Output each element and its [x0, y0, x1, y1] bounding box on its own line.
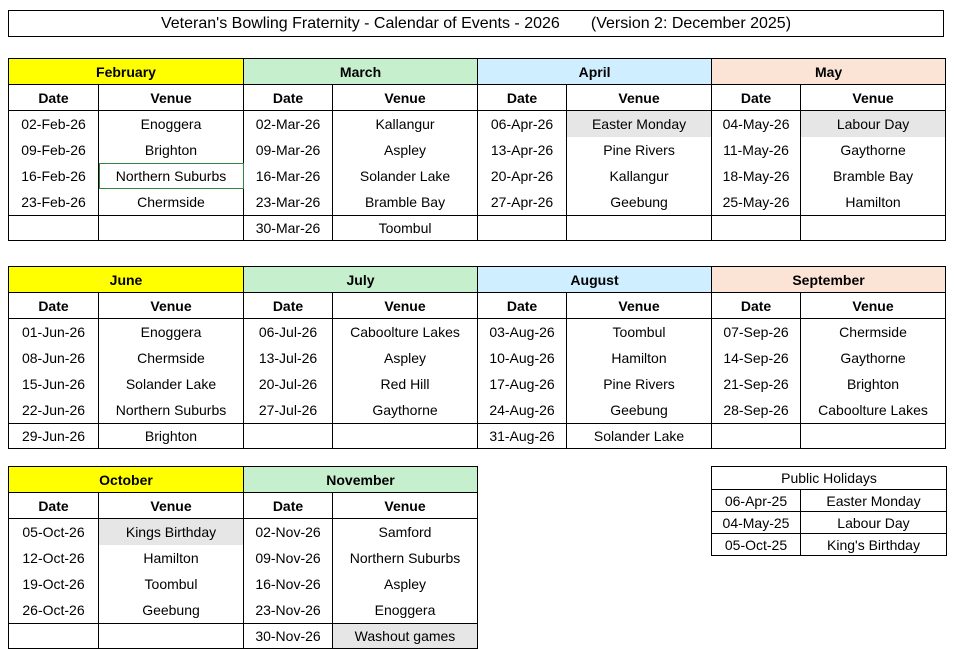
event-date[interactable]: 16-Nov-26: [244, 571, 333, 597]
event-venue[interactable]: [567, 216, 712, 241]
event-date[interactable]: 02-Nov-26: [244, 519, 333, 546]
event-date[interactable]: [244, 424, 333, 449]
month-header-april: April: [478, 59, 712, 85]
event-date[interactable]: 30-Nov-26: [244, 624, 333, 649]
event-venue[interactable]: Caboolture Lakes: [801, 397, 946, 424]
event-venue[interactable]: Geebung: [567, 397, 712, 424]
month-header-february: February: [9, 59, 244, 85]
holiday-name: Labour Day: [801, 512, 947, 534]
event-venue[interactable]: [99, 216, 244, 241]
table-row: [9, 597, 478, 624]
event-date[interactable]: 13-Jul-26: [244, 345, 333, 371]
venue-column-header: Venue: [567, 85, 712, 111]
holiday-date: 05-Oct-25: [712, 534, 801, 556]
event-date[interactable]: 02-Feb-26: [9, 111, 99, 138]
event-venue[interactable]: [333, 424, 478, 449]
event-date[interactable]: [9, 216, 99, 241]
event-date[interactable]: 22-Jun-26: [9, 397, 99, 424]
table-row: [9, 624, 478, 649]
event-venue[interactable]: Northern Suburbs: [333, 545, 478, 571]
table-row: [9, 111, 946, 138]
event-date[interactable]: 29-Jun-26: [9, 424, 99, 449]
event-venue[interactable]: Kings Birthday: [99, 519, 244, 546]
table-row: [9, 571, 478, 597]
calendar-block-jun-sep: [8, 266, 946, 449]
event-date[interactable]: [478, 216, 567, 241]
page-title: Veteran's Bowling Fraternity - Calendar of Events - 2026 (Version 2: December 2025): [8, 10, 944, 37]
event-date[interactable]: 08-Jun-26: [9, 345, 99, 371]
event-date[interactable]: 25-May-26: [712, 189, 801, 216]
event-venue[interactable]: Aspley: [333, 345, 478, 371]
month-header-june: June: [9, 267, 244, 293]
month-header-september: September: [712, 267, 946, 293]
event-date[interactable]: 09-Nov-26: [244, 545, 333, 571]
date-column-header: Date: [244, 293, 333, 319]
venue-column-header: Venue: [333, 493, 478, 519]
event-venue[interactable]: Northern Suburbs: [99, 163, 244, 189]
event-date[interactable]: 13-Apr-26: [478, 137, 567, 163]
month-header-november: November: [244, 467, 478, 493]
event-date[interactable]: 30-Mar-26: [244, 216, 333, 241]
event-venue[interactable]: Brighton: [99, 137, 244, 163]
event-date[interactable]: 06-Apr-26: [478, 111, 567, 138]
event-date[interactable]: 16-Feb-26: [9, 163, 99, 189]
event-venue[interactable]: Easter Monday: [567, 111, 712, 138]
table-row: [9, 545, 478, 571]
event-venue[interactable]: [99, 624, 244, 649]
month-header-may: May: [712, 59, 946, 85]
event-date[interactable]: 16-Mar-26: [244, 163, 333, 189]
event-venue[interactable]: Gaythorne: [333, 397, 478, 424]
month-header-october: October: [9, 467, 244, 493]
date-column-header: Date: [712, 85, 801, 111]
event-venue[interactable]: Chermside: [99, 189, 244, 216]
event-date[interactable]: 21-Sep-26: [712, 371, 801, 397]
event-venue[interactable]: Gaythorne: [801, 137, 946, 163]
calendar-block-feb-may: [8, 58, 946, 241]
venue-column-header: Venue: [99, 293, 244, 319]
event-venue[interactable]: Geebung: [567, 189, 712, 216]
event-date[interactable]: [9, 624, 99, 649]
table-row: [9, 216, 946, 241]
event-date[interactable]: 20-Apr-26: [478, 163, 567, 189]
event-date[interactable]: 07-Sep-26: [712, 319, 801, 346]
event-date[interactable]: 20-Jul-26: [244, 371, 333, 397]
table-row: [9, 519, 478, 546]
month-header-july: July: [244, 267, 478, 293]
event-date[interactable]: 26-Oct-26: [9, 597, 99, 624]
event-venue[interactable]: [801, 216, 946, 241]
event-venue[interactable]: Red Hill: [333, 371, 478, 397]
event-venue[interactable]: Enoggera: [99, 111, 244, 138]
event-date[interactable]: 27-Apr-26: [478, 189, 567, 216]
event-venue[interactable]: Enoggera: [99, 319, 244, 346]
event-date[interactable]: 28-Sep-26: [712, 397, 801, 424]
holiday-name: King's Birthday: [801, 534, 947, 556]
event-venue[interactable]: Bramble Bay: [333, 189, 478, 216]
event-venue[interactable]: Kallangur: [567, 163, 712, 189]
event-venue[interactable]: Chermside: [99, 345, 244, 371]
event-date[interactable]: 23-Mar-26: [244, 189, 333, 216]
date-column-header: Date: [9, 493, 99, 519]
event-date[interactable]: 09-Mar-26: [244, 137, 333, 163]
event-date[interactable]: [712, 424, 801, 449]
table-row: [9, 137, 946, 163]
date-column-header: Date: [9, 85, 99, 111]
event-date[interactable]: 06-Jul-26: [244, 319, 333, 346]
event-venue[interactable]: Toombul: [333, 216, 478, 241]
event-venue[interactable]: Hamilton: [567, 345, 712, 371]
event-venue[interactable]: Hamilton: [801, 189, 946, 216]
table-row: [9, 189, 946, 216]
calendar-block-oct-nov: [8, 466, 478, 649]
table-row: [9, 345, 946, 371]
event-date[interactable]: 04-May-26: [712, 111, 801, 138]
event-venue[interactable]: Geebung: [99, 597, 244, 624]
event-date[interactable]: 03-Aug-26: [478, 319, 567, 346]
venue-column-header: Venue: [801, 293, 946, 319]
date-column-header: Date: [244, 85, 333, 111]
table-row: [9, 371, 946, 397]
event-venue[interactable]: Northern Suburbs: [99, 397, 244, 424]
event-date[interactable]: 11-May-26: [712, 137, 801, 163]
event-date[interactable]: 01-Jun-26: [9, 319, 99, 346]
event-date[interactable]: 02-Mar-26: [244, 111, 333, 138]
event-venue[interactable]: [801, 424, 946, 449]
event-date[interactable]: 17-Aug-26: [478, 371, 567, 397]
public-holidays-table: [711, 466, 947, 556]
event-venue[interactable]: Aspley: [333, 571, 478, 597]
event-venue[interactable]: Enoggera: [333, 597, 478, 624]
event-venue[interactable]: Aspley: [333, 137, 478, 163]
event-venue[interactable]: Solander Lake: [99, 371, 244, 397]
event-date[interactable]: 09-Feb-26: [9, 137, 99, 163]
event-venue[interactable]: Caboolture Lakes: [333, 319, 478, 346]
event-date[interactable]: 19-Oct-26: [9, 571, 99, 597]
event-venue[interactable]: Pine Rivers: [567, 137, 712, 163]
venue-column-header: Venue: [801, 85, 946, 111]
venue-column-header: Venue: [333, 293, 478, 319]
event-date[interactable]: 05-Oct-26: [9, 519, 99, 546]
event-date[interactable]: 12-Oct-26: [9, 545, 99, 571]
event-venue[interactable]: Labour Day: [801, 111, 946, 138]
event-venue[interactable]: Pine Rivers: [567, 371, 712, 397]
event-venue[interactable]: Toombul: [567, 319, 712, 346]
month-header-august: August: [478, 267, 712, 293]
table-row: [9, 397, 946, 424]
date-column-header: Date: [478, 85, 567, 111]
month-header-march: March: [244, 59, 478, 85]
event-venue[interactable]: Solander Lake: [333, 163, 478, 189]
table-row: [9, 319, 946, 346]
event-date[interactable]: [712, 216, 801, 241]
holiday-date: 04-May-25: [712, 512, 801, 534]
public-holidays-title: Public Holidays: [712, 467, 947, 490]
event-venue[interactable]: Gaythorne: [801, 345, 946, 371]
venue-column-header: Venue: [333, 85, 478, 111]
event-venue[interactable]: Toombul: [99, 571, 244, 597]
date-column-header: Date: [244, 493, 333, 519]
event-date[interactable]: 24-Aug-26: [478, 397, 567, 424]
event-date[interactable]: 14-Sep-26: [712, 345, 801, 371]
event-venue[interactable]: Samford: [333, 519, 478, 546]
event-date[interactable]: 18-May-26: [712, 163, 801, 189]
venue-column-header: Venue: [567, 293, 712, 319]
event-venue[interactable]: Solander Lake: [567, 424, 712, 449]
table-row: [9, 163, 946, 189]
event-date[interactable]: 23-Feb-26: [9, 189, 99, 216]
event-date[interactable]: 27-Jul-26: [244, 397, 333, 424]
venue-column-header: Venue: [99, 85, 244, 111]
event-date[interactable]: 23-Nov-26: [244, 597, 333, 624]
event-venue[interactable]: Hamilton: [99, 545, 244, 571]
event-date[interactable]: 15-Jun-26: [9, 371, 99, 397]
event-venue[interactable]: Kallangur: [333, 111, 478, 138]
event-date[interactable]: 10-Aug-26: [478, 345, 567, 371]
table-row: [9, 424, 946, 449]
date-column-header: Date: [9, 293, 99, 319]
event-venue[interactable]: Brighton: [801, 371, 946, 397]
venue-column-header: Venue: [99, 493, 244, 519]
date-column-header: Date: [478, 293, 567, 319]
event-venue[interactable]: Brighton: [99, 424, 244, 449]
date-column-header: Date: [712, 293, 801, 319]
holiday-name: Easter Monday: [801, 490, 947, 512]
event-venue[interactable]: Bramble Bay: [801, 163, 946, 189]
event-date[interactable]: 31-Aug-26: [478, 424, 567, 449]
event-venue[interactable]: Washout games: [333, 624, 478, 649]
holiday-date: 06-Apr-25: [712, 490, 801, 512]
event-venue[interactable]: Chermside: [801, 319, 946, 346]
